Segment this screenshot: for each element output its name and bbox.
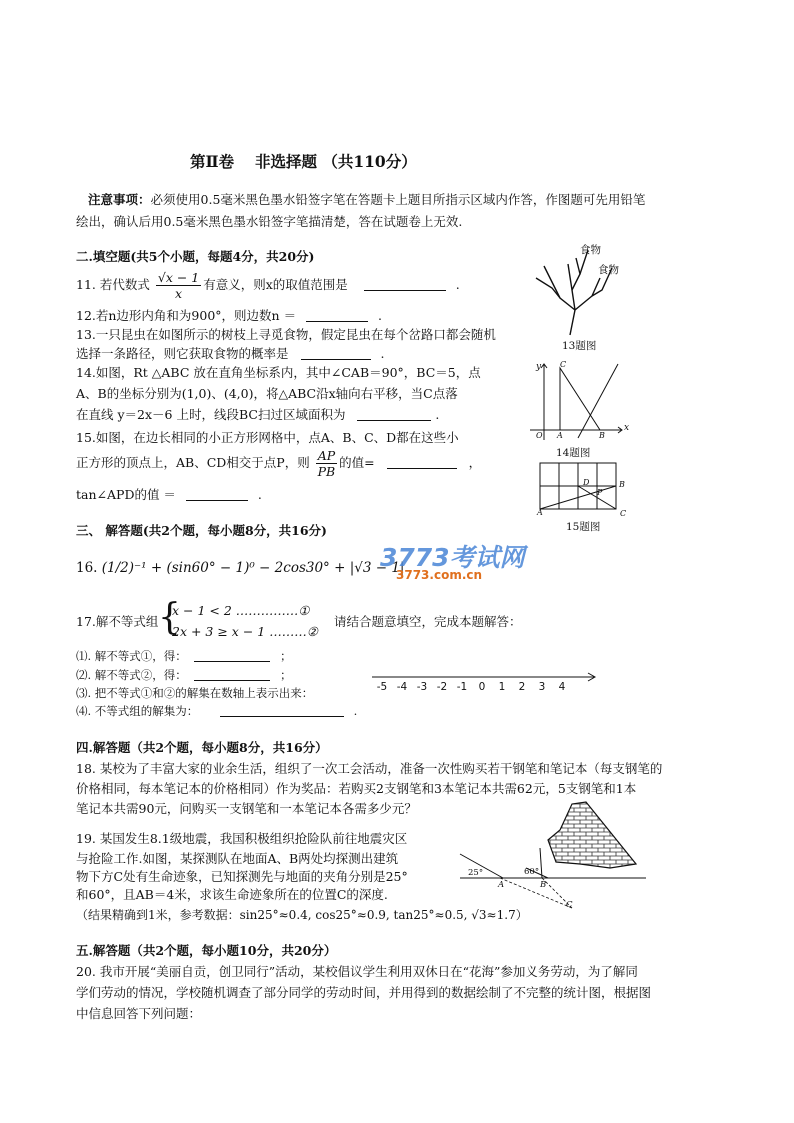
notice-line-2: 绘出，确认后用0.5毫米黑色墨水铅签字笔描清楚，答在试题卷上无效. (76, 214, 463, 229)
question-20-line-1: 20. 我市开展“美丽自贡，创卫同行”活动，某校倡议学生利用双休日在“花海”参加义务劳动，为了解同 (76, 964, 638, 979)
section5-heading: 五.解答题（共2个题，每小题10分，共20分） (76, 943, 337, 958)
watermark-url: 3773.com.cn (396, 568, 483, 582)
q17-step-4 (76, 703, 357, 719)
q12-text: 12.若n边形内角和为900°，则边数n ＝ (76, 308, 297, 323)
section4-heading: 四.解答题（共2个题，每小题8分，共16分） (76, 740, 328, 755)
q17-step-2-text: ⑵. 解不等式②，得： (76, 668, 187, 682)
q17-step-4-blank[interactable] (220, 704, 344, 717)
question-14-line-1: 14.如图，Rt △ABC 放在直角坐标系内，其中∠CAB＝90°，BC＝5，点 (76, 365, 481, 380)
q17-step-2 (76, 667, 292, 683)
watermark-brand: 3773考试网 (380, 543, 525, 572)
question-19-line-3: 物下方C处有生命迹象，已知探测先与地面的夹角分别是25° (76, 869, 408, 884)
fig14-label-x: x (624, 423, 630, 433)
q13-end: . (380, 346, 385, 361)
q11-post: 有意义，则x的取值范围是 (203, 277, 348, 292)
q14-answer-blank[interactable] (357, 408, 431, 421)
question-12 (76, 306, 382, 324)
q16-number: 16. (76, 560, 98, 576)
q12-end: . (378, 308, 383, 323)
page-title: 第Ⅱ卷 非选择题 （共110分） (190, 152, 417, 171)
q17-step-1-text: ⑴. 解不等式①，得： (76, 649, 187, 663)
question-11 (76, 270, 460, 301)
question-19-line-5: （结果精确到1米，参考数据：sin25°≈0.4, cos25°≈0.9, tan25°≈0.5, √3≈1.7） (76, 908, 528, 922)
tick-label: -5 (376, 681, 388, 693)
section3-heading: 三、 解答题(共2个题，每小题8分，共16分) (76, 523, 327, 538)
q15-fraction (316, 448, 337, 479)
q17-inequality-1: x − 1 < 2 ……………① (172, 603, 310, 618)
fig19-label-c: C (566, 900, 573, 910)
question-18-line-2: 价格相同，每本笔记本的价格相同）作为奖品：若购买2支钢笔和3本笔记本共需62元，5支钢笔和1本 (76, 781, 637, 796)
q14-text: 在直线 y＝2x－6 上时，线段BC扫过区域面积为 (76, 407, 346, 422)
q15-answer-blank-2[interactable] (186, 488, 248, 501)
question-16 (76, 560, 404, 576)
q17-inequality-2: 2x + 3 ≥ x − 1 ………② (172, 624, 318, 639)
tick-label: -1 (456, 681, 468, 693)
tick-label: 3 (538, 681, 546, 693)
question-15-line-3 (76, 485, 262, 503)
q17-step-4-text: ⑷. 不等式组的解集为： (76, 704, 199, 718)
tick-label: -2 (436, 681, 448, 693)
q13-text: 选择一条路径，则它获取食物的概率是 (76, 346, 289, 361)
tick-label: 1 (498, 681, 506, 693)
q17-step-4-end: . (353, 704, 358, 718)
q17-step-1-blank[interactable] (194, 649, 270, 662)
notice-line-1 (88, 190, 645, 208)
q11-fraction (156, 270, 201, 301)
fig15-caption: 15题图 (566, 521, 601, 533)
fig14-caption: 14题图 (556, 447, 591, 459)
q15-end: . (257, 487, 262, 502)
q12-answer-blank[interactable] (306, 309, 368, 322)
question-15-line-2 (76, 448, 481, 479)
fig14-label-a: A (557, 431, 563, 440)
fig14-label-o: O (536, 431, 543, 440)
fig19-angle-25: 25° (468, 868, 484, 878)
q15-post: 的值= (339, 455, 375, 470)
figure-15-grid (540, 463, 622, 513)
question-19-line-4: 和60°，且AB＝4米，求该生命迹象所在的位置C的深度. (76, 887, 388, 902)
question-13-line-2 (76, 344, 384, 362)
fig13-food-label-1: 食物 (580, 244, 601, 256)
q11-numerator: √x − 1 (157, 270, 200, 285)
q15-comma: ， (468, 455, 482, 470)
fig14-label-b: B (599, 431, 605, 440)
q15-tan-text: tan∠APD的值 ＝ (76, 487, 176, 502)
question-17-intro: 17.解不等式组 (76, 614, 159, 629)
tick-label: -3 (416, 681, 428, 693)
question-14-line-2: A、B的坐标分别为(1,0)、(4,0)，将△ABC沿x轴向右平移，当C点落 (76, 386, 458, 401)
q17-step-1-end: ； (280, 649, 292, 663)
fig19-label-b: B (540, 880, 547, 890)
q11-pre: 若代数式 (95, 277, 150, 292)
q17-step-1 (76, 648, 292, 664)
q17-step-2-blank[interactable] (194, 668, 270, 681)
fig19-angle-60: 60° (524, 867, 540, 877)
q13-answer-blank[interactable] (301, 347, 371, 360)
fig15-label-d: D (583, 478, 590, 487)
fig15-label-b: B (619, 480, 625, 489)
question-14-line-3 (76, 405, 439, 423)
q17-instruction: 请结合题意填空，完成本题解答： (334, 614, 522, 629)
question-13-line-1: 13.一只昆虫在如图所示的树枝上寻觅食物，假定昆虫在每个岔路口都会随机 (76, 327, 496, 342)
figure-14-coordinates (530, 360, 630, 442)
q17-step-2-end: ； (280, 668, 292, 682)
tick-label: 4 (558, 681, 566, 693)
q11-denominator: x (175, 286, 183, 301)
section2-heading: 二.填空题(共5个小题，每题4分，共20分) (76, 249, 315, 264)
fig15-label-p: P (597, 488, 603, 497)
fig13-caption: 13题图 (562, 340, 597, 352)
q16-expression: (1/2)⁻¹ + (sin60° − 1)⁰ − 2cos30° + |√3 − 1| (101, 560, 405, 576)
q14-end: . (435, 407, 440, 422)
tick-label: -4 (396, 681, 408, 693)
question-18-line-1: 18. 某校为了丰富大家的业余生活，组织了一次工会活动，准备一次性购买若干钢笔和笔记本（每支钢笔的 (76, 761, 663, 776)
q17-step-3: ⑶. 把不等式①和②的解集在数轴上表示出来： (76, 686, 314, 700)
q15-numerator: AP (317, 448, 336, 463)
notice-label: 注意事项： (88, 192, 151, 207)
tick-label: 0 (478, 681, 486, 693)
question-15-line-1: 15.如图，在边长相同的小正方形网格中，点A、B、C、D都在这些小 (76, 430, 459, 445)
figure-19-rubble (460, 800, 650, 910)
fig15-label-c: C (620, 509, 627, 518)
fig15-label-a: A (537, 508, 543, 517)
q15-denominator: PB (317, 464, 336, 479)
fig13-food-label-2: 食物 (598, 264, 619, 276)
q11-answer-blank[interactable] (364, 278, 446, 291)
fig19-label-a: A (498, 880, 505, 890)
number-line-ticks (372, 681, 582, 693)
fig14-label-c: C (560, 360, 567, 369)
tick-label: 2 (518, 681, 526, 693)
question-20-line-3: 中信息回答下列问题： (76, 1006, 202, 1021)
q17-brace: { (158, 597, 181, 638)
q11-end: . (455, 277, 460, 292)
q15-answer-blank-1[interactable] (387, 456, 457, 469)
question-20-line-2: 学们劳动的情况，学校随机调查了部分同学的劳动时间，并用得到的数据绘制了不完整的统计图，根据图 (76, 985, 652, 1000)
q11-number: 11. (76, 277, 96, 292)
q15-text: 正方形的顶点上，AB、CD相交于点P，则 (76, 455, 310, 470)
notice-text-1: 必须使用0.5毫米黑色墨水铅签字笔在答题卡上题目所指示区域内作答，作图题可先用铅笔 (150, 192, 646, 207)
question-19-line-2: 与抢险工作.如图，某探测队在地面A、B两处均探测出建筑 (76, 851, 399, 866)
question-18-line-3: 笔记本共需90元，问购买一支钢笔和一本笔记本各需多少元？ (76, 801, 417, 816)
question-19-line-1: 19. 某国发生8.1级地震，我国积极组织抢险队前往地震灾区 (76, 831, 408, 846)
fig14-label-y: y (536, 362, 542, 372)
